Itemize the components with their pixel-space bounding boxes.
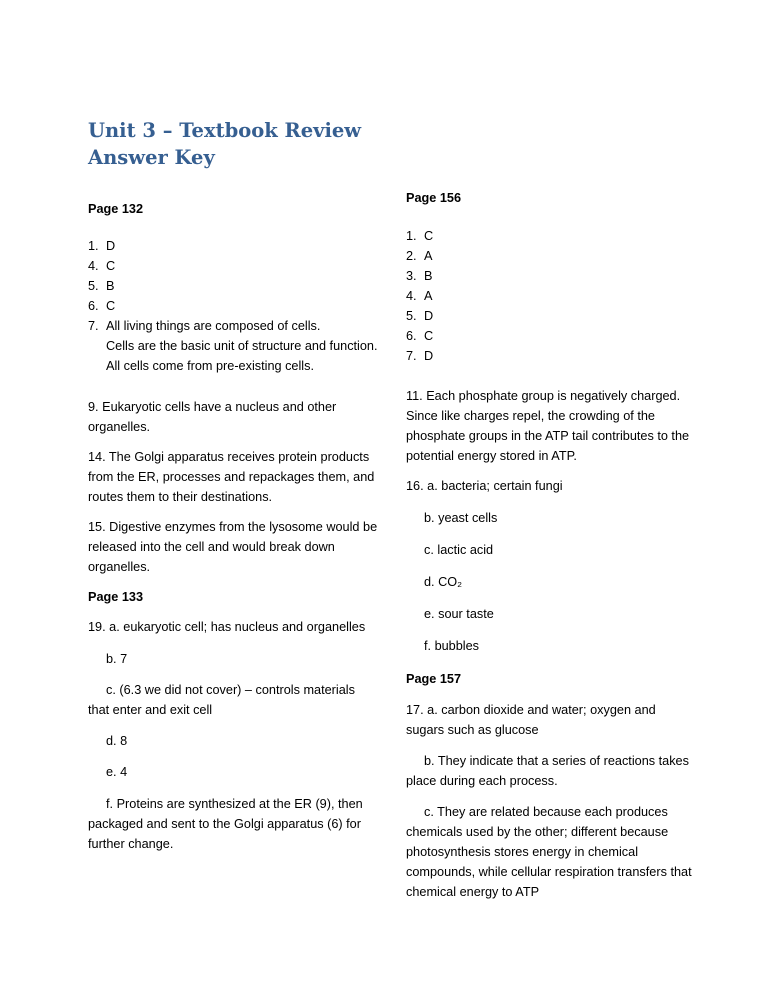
answer-item: 7. All living things are composed of cells. <box>88 319 321 333</box>
answer-17c: c. They are related because each produces chemicals used by the other; different because photosynthesis stores energy in chemical compounds, while cellular respiration transfers that chemical energy to ATP <box>406 805 692 899</box>
answer-19a: 19. a. eukaryotic cell; has nucleus and organelles <box>88 620 366 634</box>
answer-item: 5. D <box>406 309 434 323</box>
answer-19d: d. 8 <box>106 734 128 748</box>
answer-item: 1. C <box>406 229 434 243</box>
answer-16f: f. bubbles <box>424 639 480 653</box>
answer-16b: b. yeast cells <box>424 511 498 525</box>
answer-16c: c. lactic acid <box>424 543 494 557</box>
answer-item: 5. B <box>88 279 115 293</box>
answer-item: 4. A <box>406 289 433 303</box>
answer-16e: e. sour taste <box>424 607 494 621</box>
right-column <box>406 188 696 902</box>
answer-item: 6. C <box>406 329 434 343</box>
answer-item: 4. C <box>88 259 116 273</box>
answer-item: 3. B <box>406 269 433 283</box>
answer-7-line-3: All cells come from pre-existing cells. <box>106 359 314 373</box>
answer-17a: 17. a. carbon dioxide and water; oxygen and sugars such as glucose <box>406 703 656 737</box>
page-132-answers <box>88 236 378 336</box>
page-157-heading: Page 157 <box>406 672 462 686</box>
answer-item: 2. A <box>406 249 433 263</box>
answer-15: 15. Digestive enzymes from the lysosome would be released into the cell and would break down organelles. <box>88 520 378 574</box>
answer-16d: d. CO₂ <box>424 575 463 589</box>
answer-16a: 16. a. bacteria; certain fungi <box>406 479 563 493</box>
answer-17b: b. They indicate that a series of reactions takes place during each process. <box>406 754 689 788</box>
page-132-heading: Page 132 <box>88 202 144 216</box>
answer-item: 7. D <box>406 349 434 363</box>
page-156-answers <box>406 226 696 366</box>
answer-19e: e. 4 <box>106 765 128 779</box>
answer-9: 9. Eukaryotic cells have a nucleus and other organelles. <box>88 400 337 434</box>
answer-14: 14. The Golgi apparatus receives protein products from the ER, processes and repackages them, and routes them to their destinations. <box>88 450 375 504</box>
answer-11: 11. Each phosphate group is negatively charged. Since like charges repel, the crowding of the phosphate groups in the ATP tail contributes to the potential energy stored in ATP. <box>406 389 690 463</box>
page-133-heading: Page 133 <box>88 590 144 604</box>
answer-19f: f. Proteins are synthesized at the ER (9), then packaged and sent to the Golgi apparatus (6) for further change. <box>88 797 363 851</box>
answer-19c: c. (6.3 we did not cover) – controls materials that enter and exit cell <box>88 683 355 717</box>
page-156-heading: Page 156 <box>406 191 462 205</box>
answer-item: 6. C <box>88 299 116 313</box>
left-column <box>88 199 378 854</box>
answer-19b: b. 7 <box>106 652 128 666</box>
answer-7-line-2: Cells are the basic unit of structure and function. <box>106 339 378 353</box>
answer-item: 1. D <box>88 239 116 253</box>
document-title: Unit 3 – Textbook Review Answer Key <box>88 119 362 169</box>
